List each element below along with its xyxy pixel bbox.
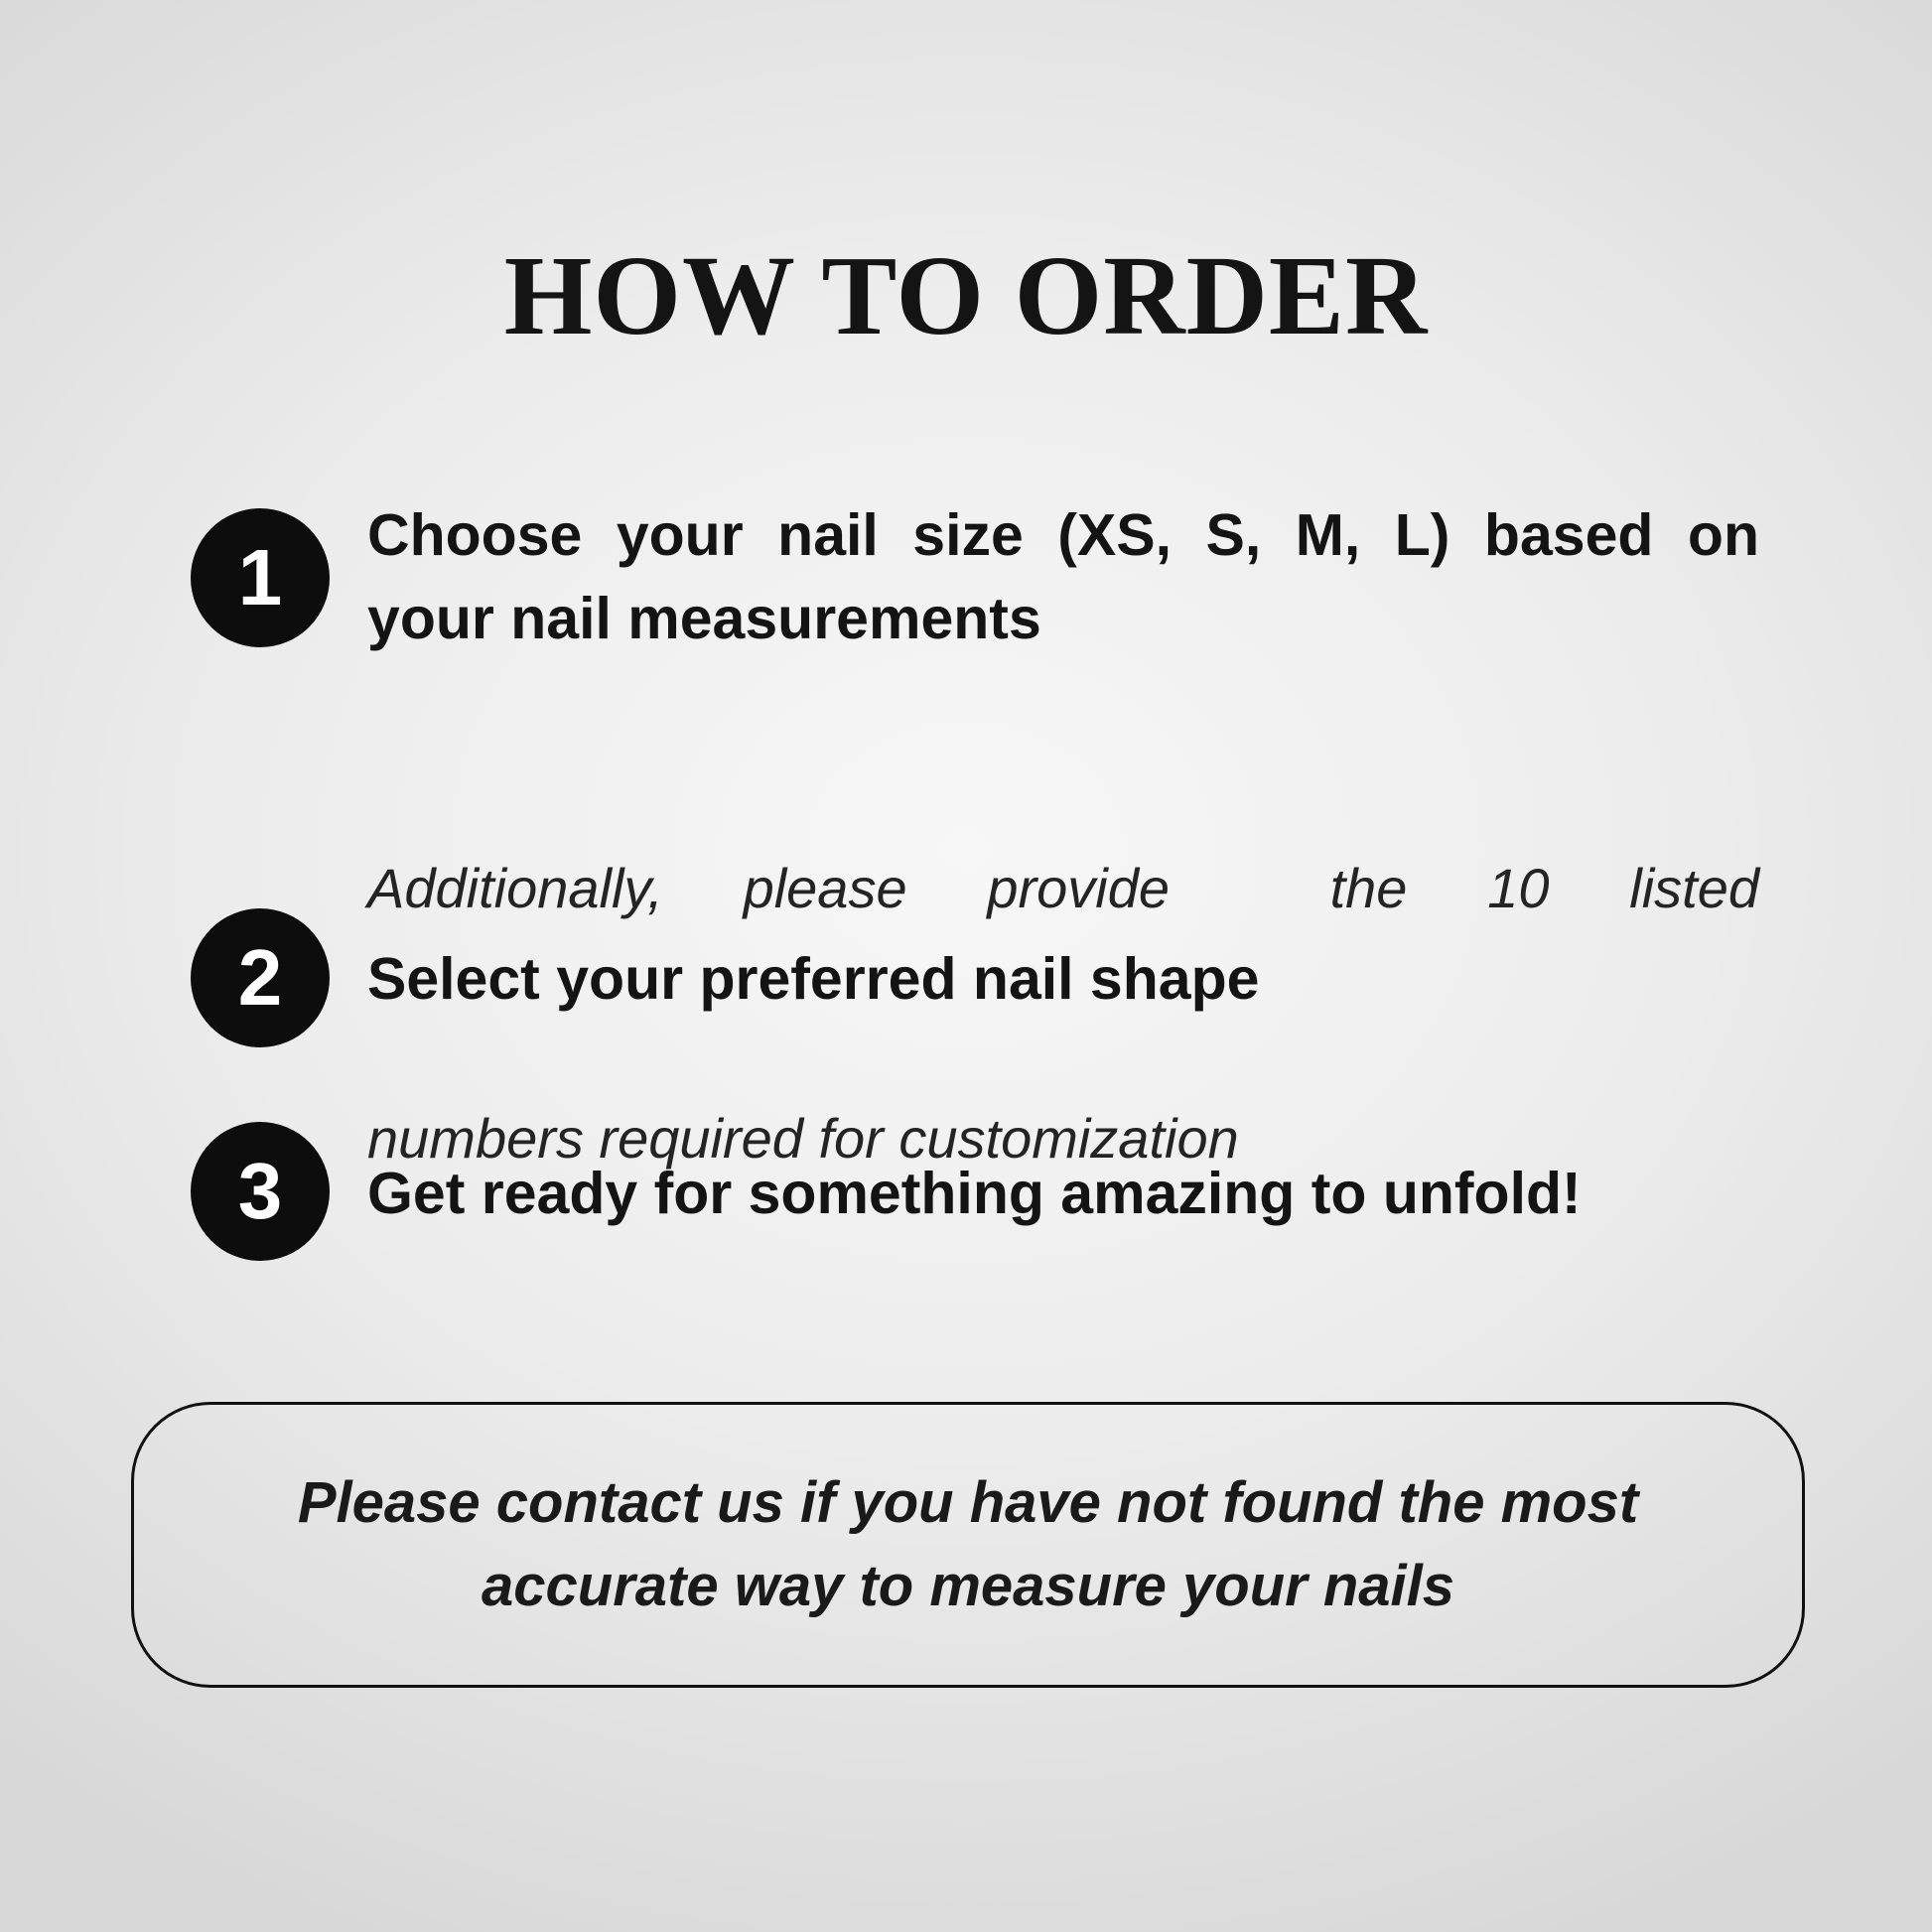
step-1-note-line-1: Additionally, please provide the 10 listed bbox=[367, 857, 1759, 919]
contact-note-line-1: Please contact us if you have not found the most bbox=[297, 1470, 1639, 1535]
step-1-title bbox=[367, 493, 1759, 660]
step-3-title bbox=[367, 1154, 1759, 1233]
step-2-number-badge bbox=[191, 908, 330, 1047]
step-1-number-badge bbox=[191, 508, 330, 647]
contact-note-box bbox=[131, 1402, 1805, 1688]
step-1-title-line-2: your nail measurements bbox=[367, 586, 1041, 651]
step-1-note-line-2: numbers required for customization bbox=[367, 1107, 1239, 1170]
step-3-number: 3 bbox=[237, 1147, 283, 1235]
step-2-title bbox=[367, 939, 1759, 1019]
page-title: HOW TO ORDER bbox=[503, 232, 1429, 358]
step-1-title-line-1: Choose your nail size (XS, S, M, L) based on bbox=[367, 502, 1759, 568]
step-1-number: 1 bbox=[237, 533, 283, 621]
step-3-title-line-1: Get ready for something amazing to unfold! bbox=[367, 1161, 1582, 1226]
step-2-title-line-1: Select your preferred nail shape bbox=[367, 946, 1260, 1012]
contact-note-line-2: accurate way to measure your nails bbox=[482, 1554, 1454, 1618]
step-2-number: 2 bbox=[237, 933, 283, 1022]
step-3-number-badge bbox=[191, 1122, 330, 1261]
